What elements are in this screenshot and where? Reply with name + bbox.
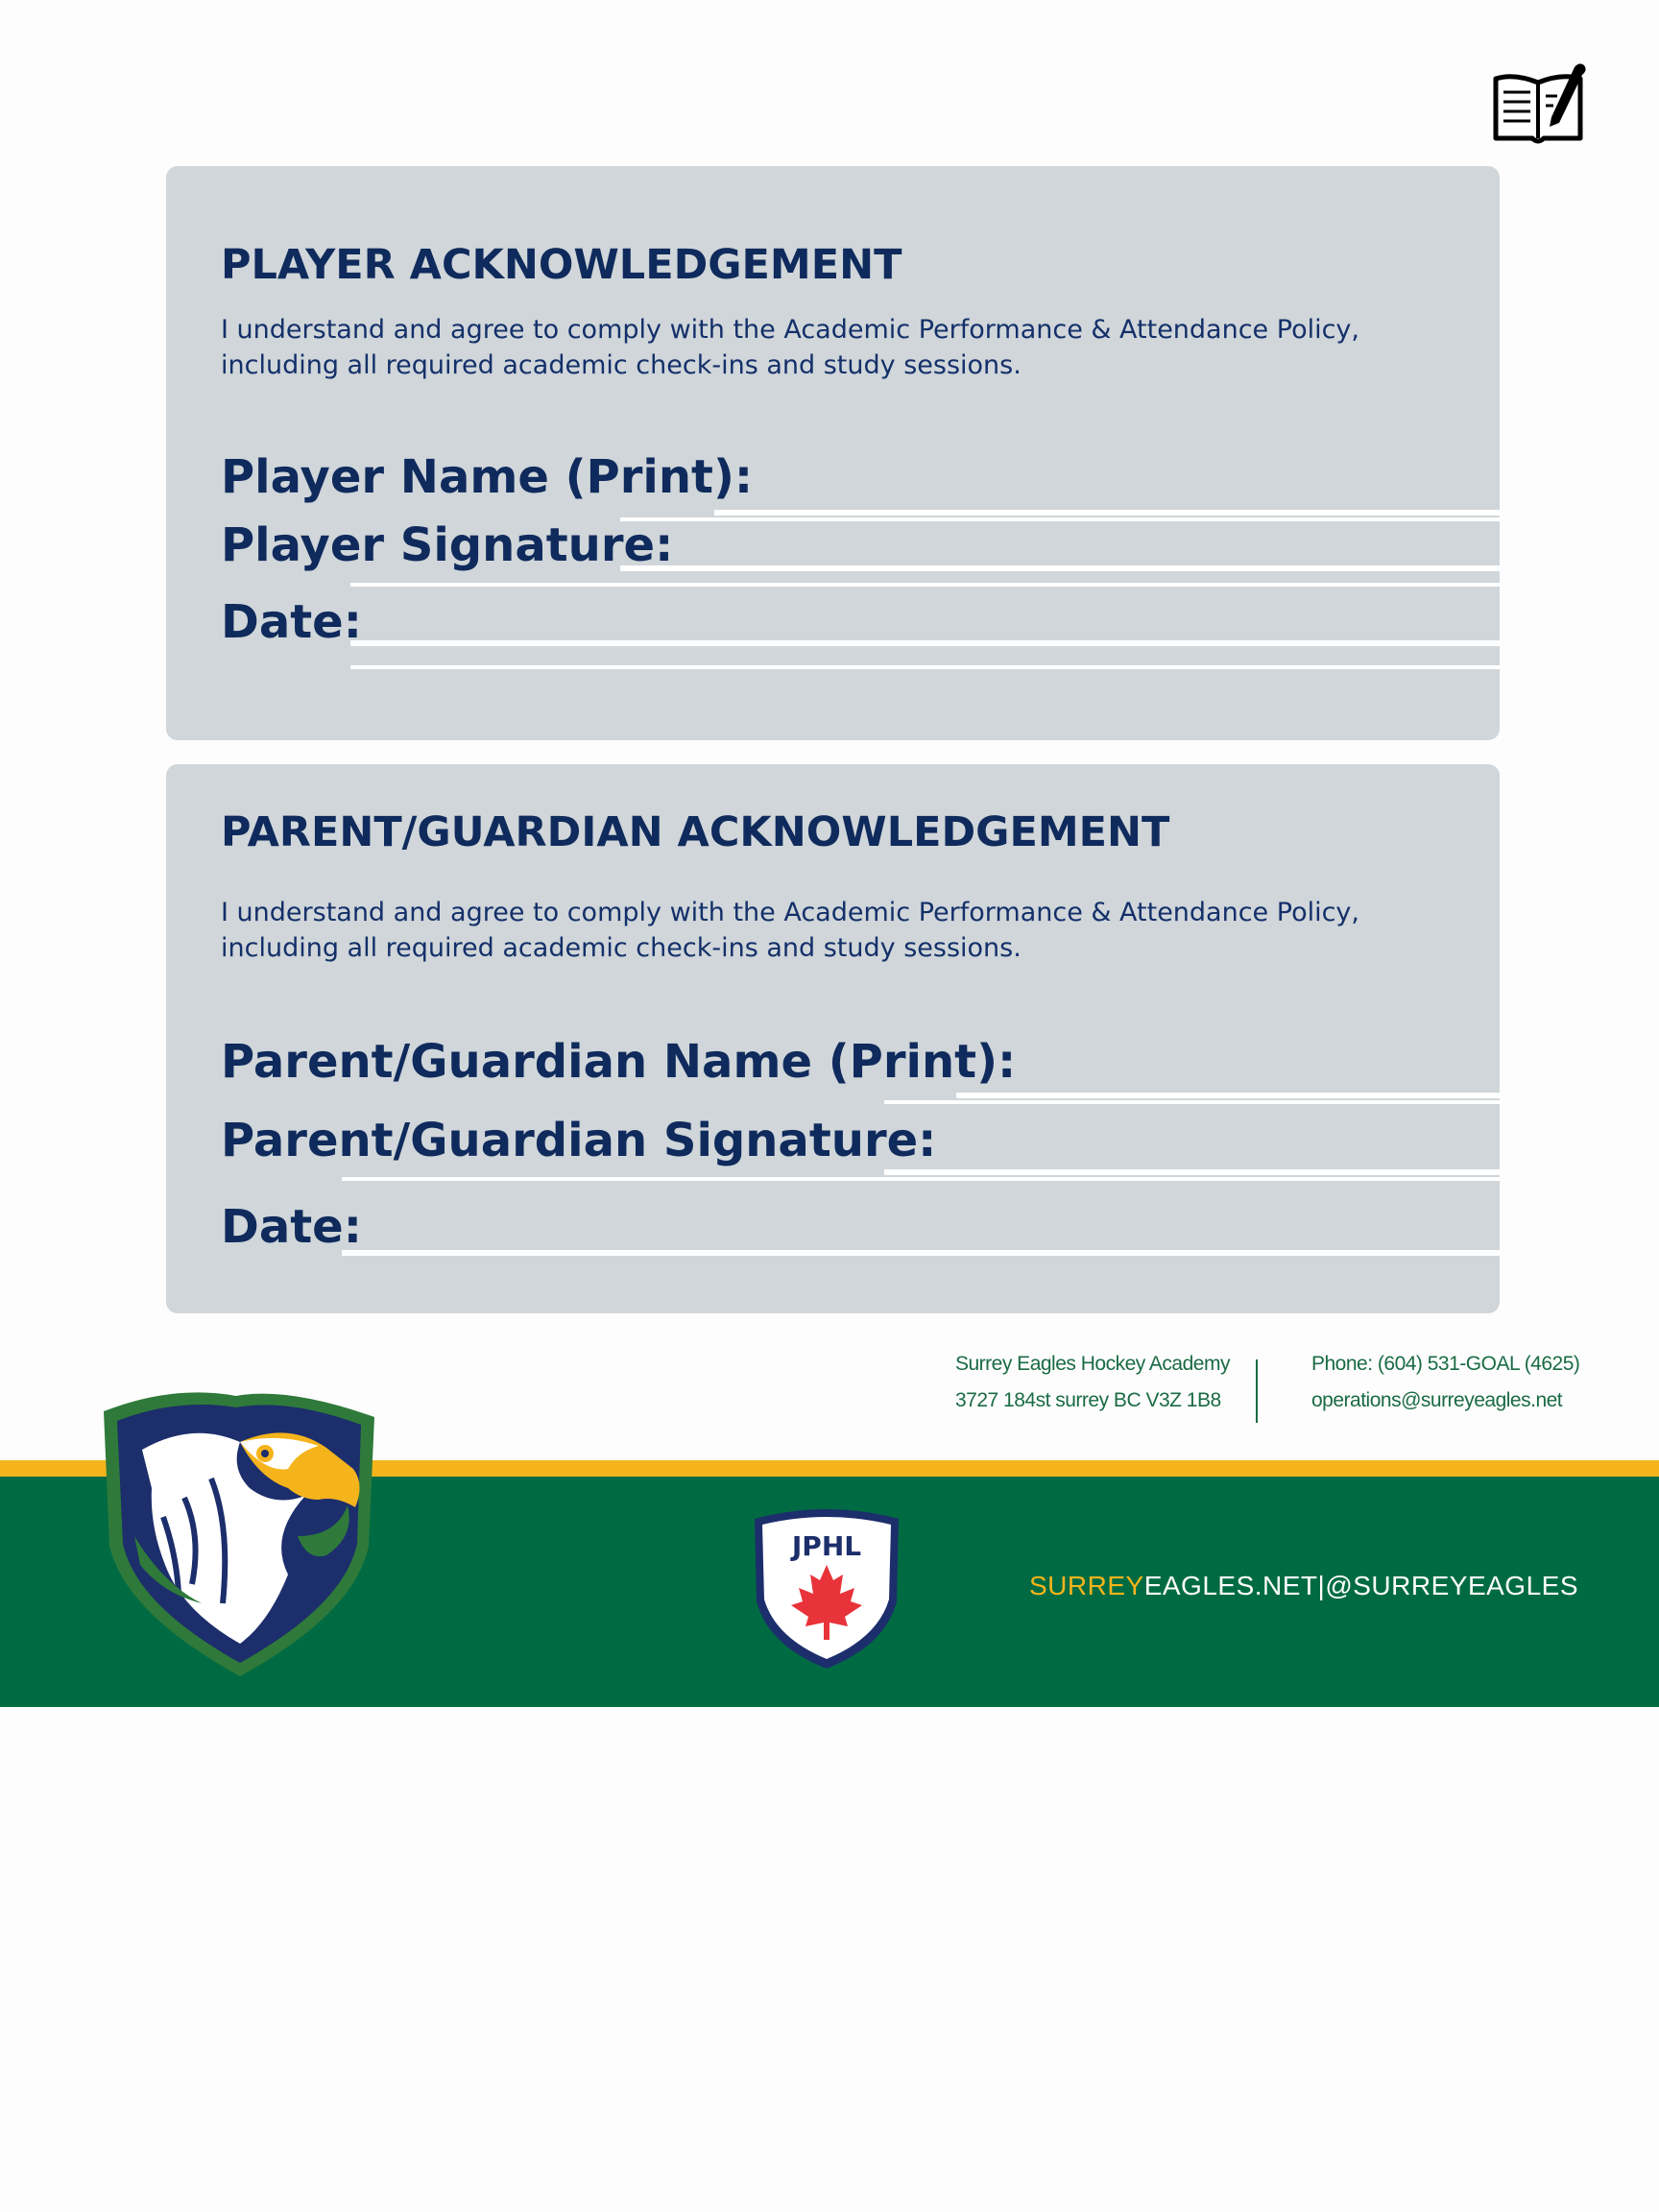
player-name-label: Player Name (Print): [221,450,754,504]
website-social [1029,1571,1578,1601]
social-handle[interactable]: @SURREYEAGLES [1325,1571,1578,1600]
email-address[interactable]: operations@surreyeagles.net [1311,1389,1563,1411]
parent-signature-label: Parent/Guardian Signature: [221,1114,937,1167]
website-suffix[interactable]: EAGLES.NET [1143,1571,1318,1600]
surrey-eagles-logo [96,1392,384,1680]
contact-divider [1256,1359,1258,1423]
player-signature-input[interactable] [620,517,1500,571]
player-extra-line [350,665,1500,669]
parent-date-input[interactable] [342,1177,1500,1256]
player-signature-label: Player Signature: [221,518,674,572]
player-description: I understand and agree to comply with the Academic Performance & Attendance Policy, including all required academic check-ins and study sessions. [221,315,1359,380]
parent-description: I understand and agree to comply with the Academic Performance & Attendance Policy, including all required academic check-ins and study sessions. [221,898,1359,963]
player-date-input[interactable] [350,583,1500,646]
academy-contact [955,1346,1230,1419]
parent-date-label: Date: [221,1200,362,1254]
parent-signature-input[interactable] [884,1100,1500,1175]
parent-heading: PARENT/GUARDIAN ACKNOWLEDGEMENT [221,808,1170,856]
parent-acknowledgement-card [166,764,1500,1313]
academy-name: Surrey Eagles Hockey Academy [955,1353,1230,1375]
book-pencil-icon [1490,58,1586,144]
league-logo-text: JPHL [791,1530,862,1562]
academy-address: 3727 184st surrey BC V3Z 1B8 [955,1389,1221,1411]
phone-email-contact [1311,1346,1579,1419]
jphl-league-logo [751,1505,902,1671]
parent-name-label: Parent/Guardian Name (Print): [221,1035,1017,1089]
player-name-input[interactable] [714,466,1500,516]
player-heading: PLAYER ACKNOWLEDGEMENT [221,241,902,289]
website-prefix[interactable]: SURREY [1029,1571,1144,1600]
separator: | [1317,1571,1326,1600]
phone-number: Phone: (604) 531-GOAL (4625) [1311,1353,1580,1375]
player-date-label: Date: [221,595,362,649]
parent-name-input[interactable] [956,1048,1500,1098]
player-acknowledgement-card [166,166,1500,740]
